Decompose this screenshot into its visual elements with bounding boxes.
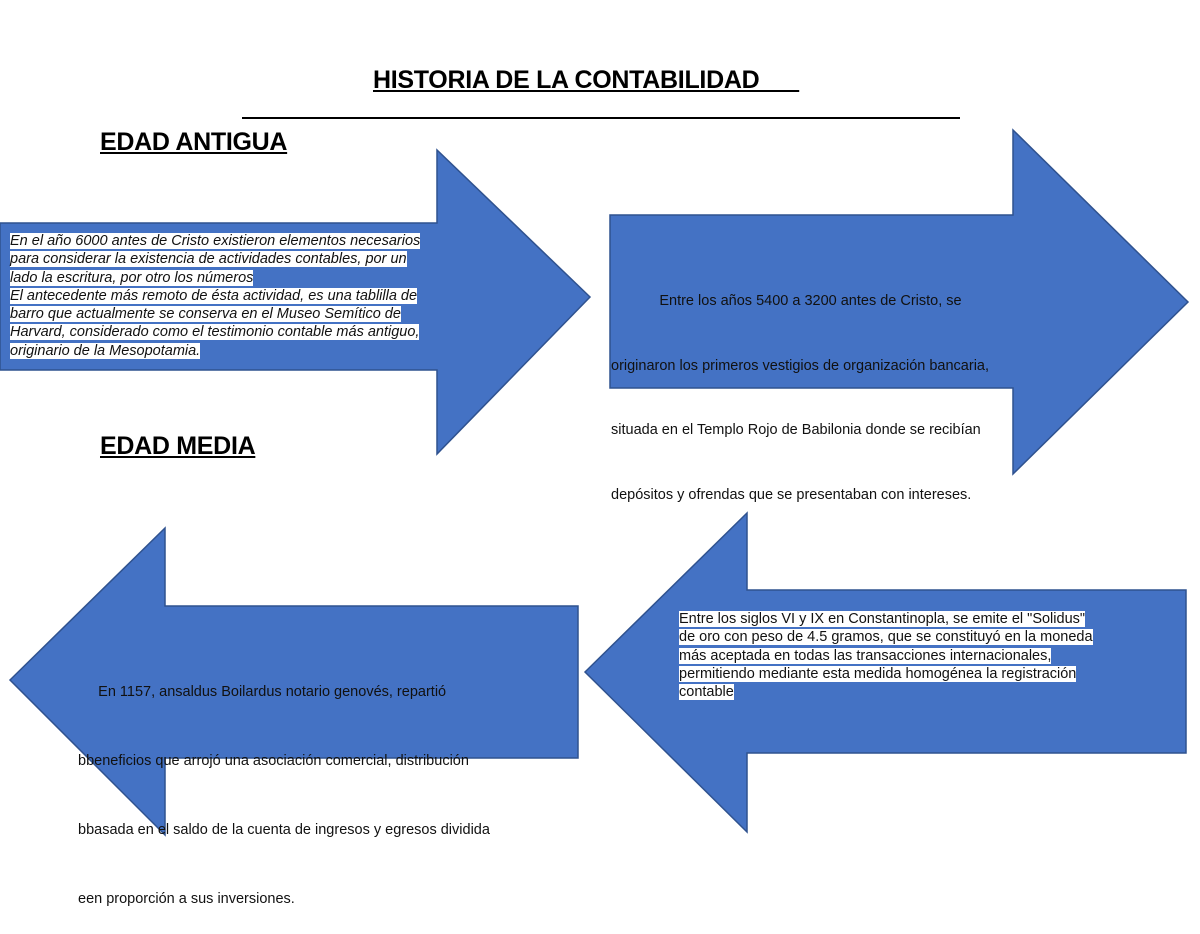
section-heading-edad-antigua: EDAD ANTIGUA — [100, 128, 288, 156]
text-line: lado la escritura, por otro los números — [10, 269, 254, 286]
text-line: bbasada en el saldo de la cuenta de ingresos y egresos dividida — [78, 822, 490, 838]
text-line: El antecedente más remoto de ésta actividad, es una tablilla de — [10, 287, 418, 304]
text-line: Entre los siglos VI y IX en Constantinopla, se emite el "Solidus" — [679, 611, 1086, 627]
text-line: permitiendo mediante esta medida homogénea la registración — [679, 665, 1077, 682]
text-line: depósitos y ofrendas que se presentaban con intereses. — [611, 486, 972, 503]
text-line: situada en el Templo Rojo de Babilonia donde se recibían — [611, 422, 981, 438]
text-line: más aceptada en todas las transacciones internacionales, — [679, 647, 1052, 664]
arrow-text-medieval-1 — [679, 610, 1093, 701]
text-line: de oro con peso de 4.5 gramos, que se constituyó en la moneda — [679, 629, 1093, 646]
text-line: originario de la Mesopotamia. — [10, 342, 201, 359]
text-line: Harvard, considerado como el testimonio contable más antiguo, — [10, 324, 420, 341]
section-heading-edad-media: EDAD MEDIA — [100, 432, 256, 460]
arrow-text-medieval-2 — [78, 635, 490, 934]
text-line: contable — [679, 684, 734, 701]
document-title: HISTORIA DE LA CONTABILIDAD — [373, 66, 800, 94]
text-line: En 1157, ansaldus Boilardus notario genovés, repartió — [78, 684, 447, 700]
text-line: bbeneficios que arrojó una asociación comercial, distribución — [78, 753, 469, 769]
text-line: barro que actualmente se conserva en el Museo Semítico de — [10, 306, 401, 323]
arrow-text-ancient-1 — [10, 232, 420, 360]
text-line: Entre los años 5400 a 3200 antes de Cristo, se — [611, 293, 962, 309]
text-line: para considerar la existencia de actividades contables, por un — [10, 251, 407, 268]
text-line: een proporción a sus inversiones. — [78, 891, 295, 907]
arrow-text-ancient-2 — [611, 248, 989, 528]
text-line: originaron los primeros vestigios de organización bancaria, — [611, 357, 990, 374]
text-line: En el año 6000 antes de Cristo existieron elementos necesarios — [10, 233, 421, 249]
